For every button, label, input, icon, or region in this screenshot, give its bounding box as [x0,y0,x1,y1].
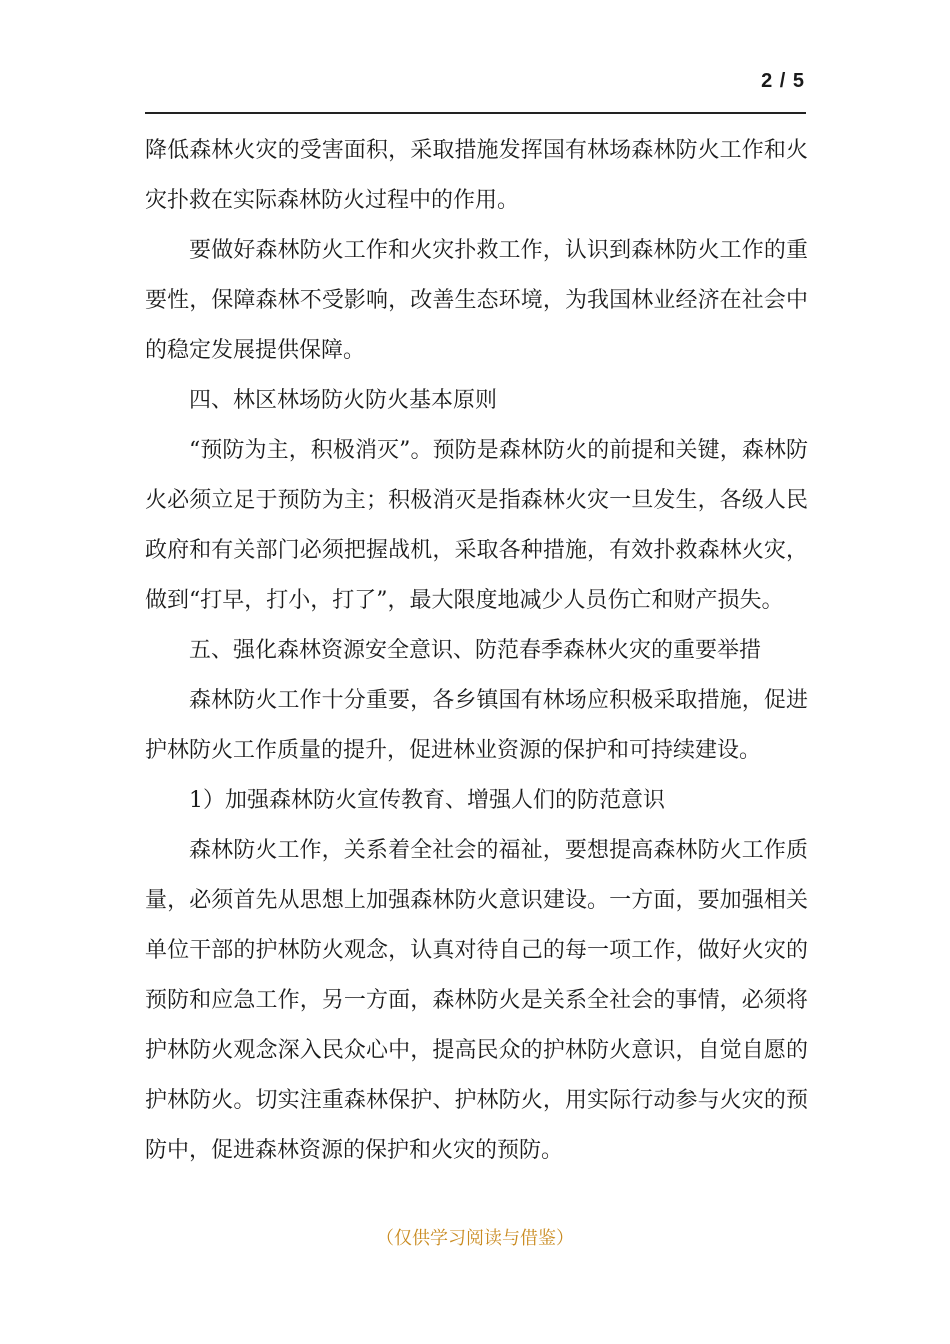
paragraph: 要做好森林防火工作和火灾扑救工作，认识到森林防火工作的重要性，保障森林不受影响，改善生态环境，为我国林业经济在社会中的稳定发展提供保障。 [145,238,808,363]
paragraph: “预防为主，积极消灭”。预防是森林防火的前提和关键，森林防火必须立足于预防为主；积极消灭是指森林火灾一旦发生，各级人民政府和有关部门必须把握战机，采取各种措施，有效扑救森林火灾，做到“打早，打小，打了”，最大限度地减少人员伤亡和财产损失。 [145,438,808,613]
page-number: 2 / 5 [761,70,805,92]
paragraph: 森林防火工作，关系着全社会的福祉，要想提高森林防火工作质量，必须首先从思想上加强森林防火意识建设。一方面，要加强相关单位干部的护林防火观念，认真对待自己的每一项工作，做好火灾的预防和应急工作，另一方面，森林防火是关系全社会的事情，必须将护林防火观念深入民众心中，提高民众的护林防火意识，自觉自愿的护林防火。切实注重森林保护、护林防火，用实际行动参与火灾的预防中，促进森林资源的保护和火灾的预防。 [145,838,808,1163]
paragraph: 森林防火工作十分重要，各乡镇国有林场应积极采取措施，促进护林防火工作质量的提升，促进林业资源的保护和可持续建设。 [145,688,808,763]
paragraph-continued: 降低森林火灾的受害面积，采取措施发挥国有林场森林防火工作和火灾扑救在实际森林防火过程中的作用。 [145,138,808,213]
document-body [145,126,808,1176]
section-heading-5: 五、强化森林资源安全意识、防范春季森林火灾的重要举措 [189,638,762,663]
subsection-heading-1: 1）加强森林防火宣传教育、增强人们的防范意识 [189,788,665,813]
footer-note: （仅供学习阅读与借鉴） [376,1228,574,1249]
section-heading-4: 四、林区林场防火防火基本原则 [189,388,498,413]
header-divider [145,112,806,114]
